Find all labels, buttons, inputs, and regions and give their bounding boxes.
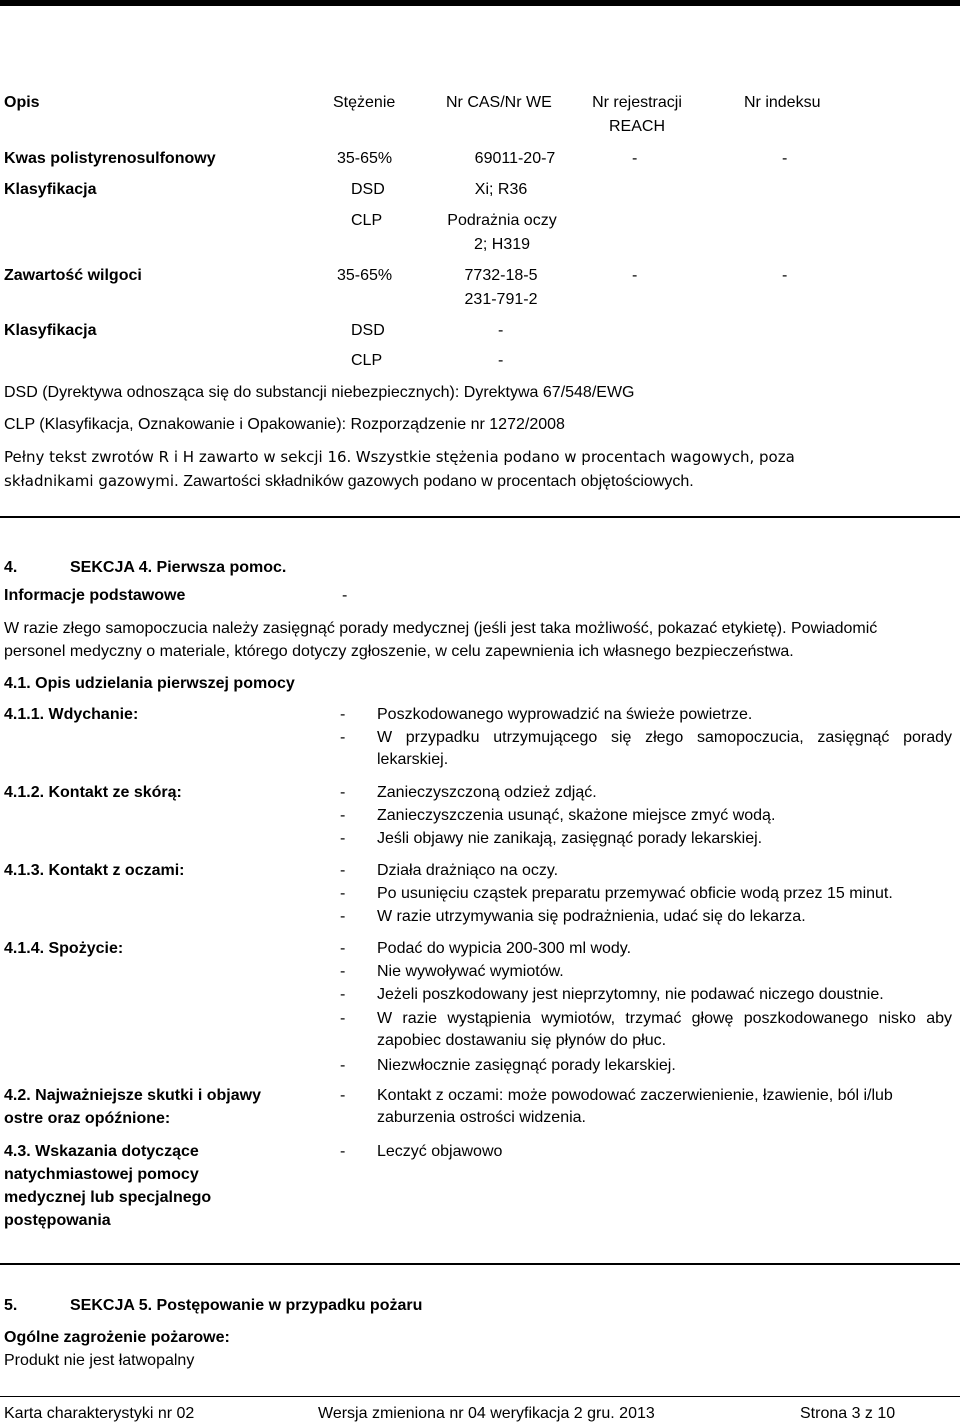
classification-system: CLP [351,212,383,229]
classification-value: - [498,352,504,369]
fire-hazard-text: Produkt nie jest łatwopalny [4,1352,195,1369]
component-cas-line1: 7732-18-5 [464,267,538,284]
classification-system: CLP [351,352,383,369]
list-item: W razie wystąpienia wymiotów, trzymać głowę poszkodowanego nisko aby zapobiec dostawaniu się płynów do płuc. [377,1010,952,1049]
section-title: SEKCJA 5. Postępowanie w przypadku pożaru [70,1297,423,1314]
list-item: Jeśli objawy nie zanikają, zasięgnąć porady lekarskiej. [377,830,763,847]
list-dash: - [340,784,346,801]
note-gases-part1: składnikami gazowymi. [4,472,179,490]
list-dash: - [340,908,346,925]
list-dash: - [340,862,346,879]
list-item: Poszkodowanego wyprowadzić na świeże powietrze. [377,706,753,723]
basic-info-text-line2: personel medyczny o materiale, którego dotyczy zgłoszenie, w celu zapewnienia ich własnego bezpieczeństwa. [4,643,794,660]
note-full-text-part1: Pełny tekst zwrotów R i H zawarto w sekcji 16. [4,448,352,466]
list-item: Leczyć objawowo [377,1143,503,1160]
component-reach: - [632,150,638,167]
footer-page-number: Strona 3 z 10 [800,1405,896,1422]
list-dash: - [340,830,346,847]
component-concentration: 35-65% [337,267,393,284]
list-dash: - [340,986,346,1003]
fire-hazard-label: Ogólne zagrożenie pożarowe: [4,1329,230,1346]
basic-info-text-line1: W razie złego samopoczucia należy zasięgnąć porady medycznej (jeśli jest taka możliwość, pokazać etykietę). Powiadomić [4,620,878,637]
classification-value-line2: 2; H319 [473,236,531,253]
list-item: Zanieczyszczoną odzież zdjąć. [377,784,597,801]
list-item: Kontakt z oczami: może powodować zaczerwienienie, łzawienie, ból i/lub zaburzenia ostrości widzenia. [377,1087,893,1126]
list-item: Działa drażniąco na oczy. [377,862,559,879]
classification-label: Klasyfikacja [4,181,97,198]
ingestion-label: 4.1.4. Spożycie: [4,940,124,957]
inhalation-label: 4.1.1. Wdychanie: [4,706,139,723]
list-dash: - [340,940,346,957]
component-cas: 69011-20-7 [474,150,556,167]
component-index: - [782,267,788,284]
list-item: W przypadku utrzymującego się złego samopoczucia, zasięgnąć porady lekarskiej. [377,729,952,768]
component-name: Kwas polistyrenosulfonowy [4,150,216,167]
component-concentration: 35-65% [337,150,393,167]
table-header-stezenie: Stężenie [333,94,396,111]
note-full-text [4,446,795,469]
list-item: W razie utrzymywania się podrażnienia, udać się do lekarza. [377,908,806,925]
table-header-reach [573,92,701,138]
section-number: 5. [4,1297,18,1314]
list-dash: - [340,1057,346,1074]
note-dsd: DSD (Dyrektywa odnosząca się do substancji niebezpiecznych): Dyrektywa 67/548/EWG [4,384,635,401]
list-dash: - [340,807,346,824]
list-item: Niezwłocznie zasięgnąć porady lekarskiej. [377,1057,676,1074]
classification-value: - [498,322,504,339]
footer-document: Karta charakterystyki nr 02 [4,1405,195,1422]
note-gases-part2: Zawartości składników gazowych podano w procentach objętościowych. [183,473,694,490]
list-item: Po usunięciu cząstek preparatu przemywać obficie wodą przez 15 minut. [377,885,893,902]
basic-info-dash: - [342,587,348,604]
table-header-reach-line1: Nr rejestracji [592,94,682,111]
component-name: Zawartość wilgoci [4,267,142,284]
top-rule [0,0,960,6]
table-header-index: Nr indeksu [744,94,821,111]
list-item: Nie wywoływać wymiotów. [377,963,564,980]
table-header-opis: Opis [4,94,40,111]
note-full-text-part2: Wszystkie stężenia podano w procentach wagowych, poza [355,448,795,466]
indications-label-line1: 4.3. Wskazania dotyczące [4,1143,199,1160]
list-item: Zanieczyszczenia usunąć, skażone miejsce zmyć wodą. [377,807,776,824]
component-cas-line2: 231-791-2 [464,291,538,308]
indications-label-line3: medycznej lub specjalnego [4,1189,212,1206]
indications-label-line2: natychmiastowej pomocy [4,1166,199,1183]
classification-system: DSD [351,181,385,198]
list-dash: - [340,1143,346,1160]
list-dash: - [340,706,346,723]
component-index: - [782,150,788,167]
component-reach: - [632,267,638,284]
section-title: SEKCJA 4. Pierwsza pomoc. [70,559,287,576]
list-dash: - [340,963,346,980]
classification-label: Klasyfikacja [4,322,97,339]
indications-label-line4: postępowania [4,1212,111,1229]
classification-value-line1: Podrażnia oczy [447,212,557,229]
list-dash: - [340,885,346,902]
list-dash: - [340,729,346,746]
effects-label-line1: 4.2. Najważniejsze skutki i objawy [4,1087,261,1104]
effects-label-line2: ostre oraz opóźnione: [4,1110,171,1127]
list-dash: - [340,1010,346,1027]
subsection-title: 4.1. Opis udzielania pierwszej pomocy [4,675,295,692]
eye-contact-label: 4.1.3. Kontakt z oczami: [4,862,185,879]
footer-version: Wersja zmieniona nr 04 weryfikacja 2 gru. 2013 [318,1405,655,1422]
list-dash: - [340,1087,346,1104]
component-cas [446,265,556,311]
footer-rule [0,1396,960,1397]
table-header-cas: Nr CAS/Nr WE [446,94,552,111]
list-item: Jeżeli poszkodowany jest nieprzytomny, nie podawać niczego doustnie. [377,986,884,1003]
table-header-reach-line2: REACH [608,118,665,135]
basic-info-label: Informacje podstawowe [4,587,186,604]
skin-contact-label: 4.1.2. Kontakt ze skórą: [4,784,182,801]
section-divider [0,1263,960,1265]
classification-system: DSD [351,322,385,339]
classification-value: Xi; R36 [474,181,528,198]
classification-value [440,210,564,256]
note-clp: CLP (Klasyfikacja, Oznakowanie i Opakowanie): Rozporządzenie nr 1272/2008 [4,416,565,433]
note-gases [4,470,694,493]
list-item: Podać do wypicia 200-300 ml wody. [377,940,632,957]
section-number: 4. [4,559,18,576]
section-divider [0,516,960,518]
